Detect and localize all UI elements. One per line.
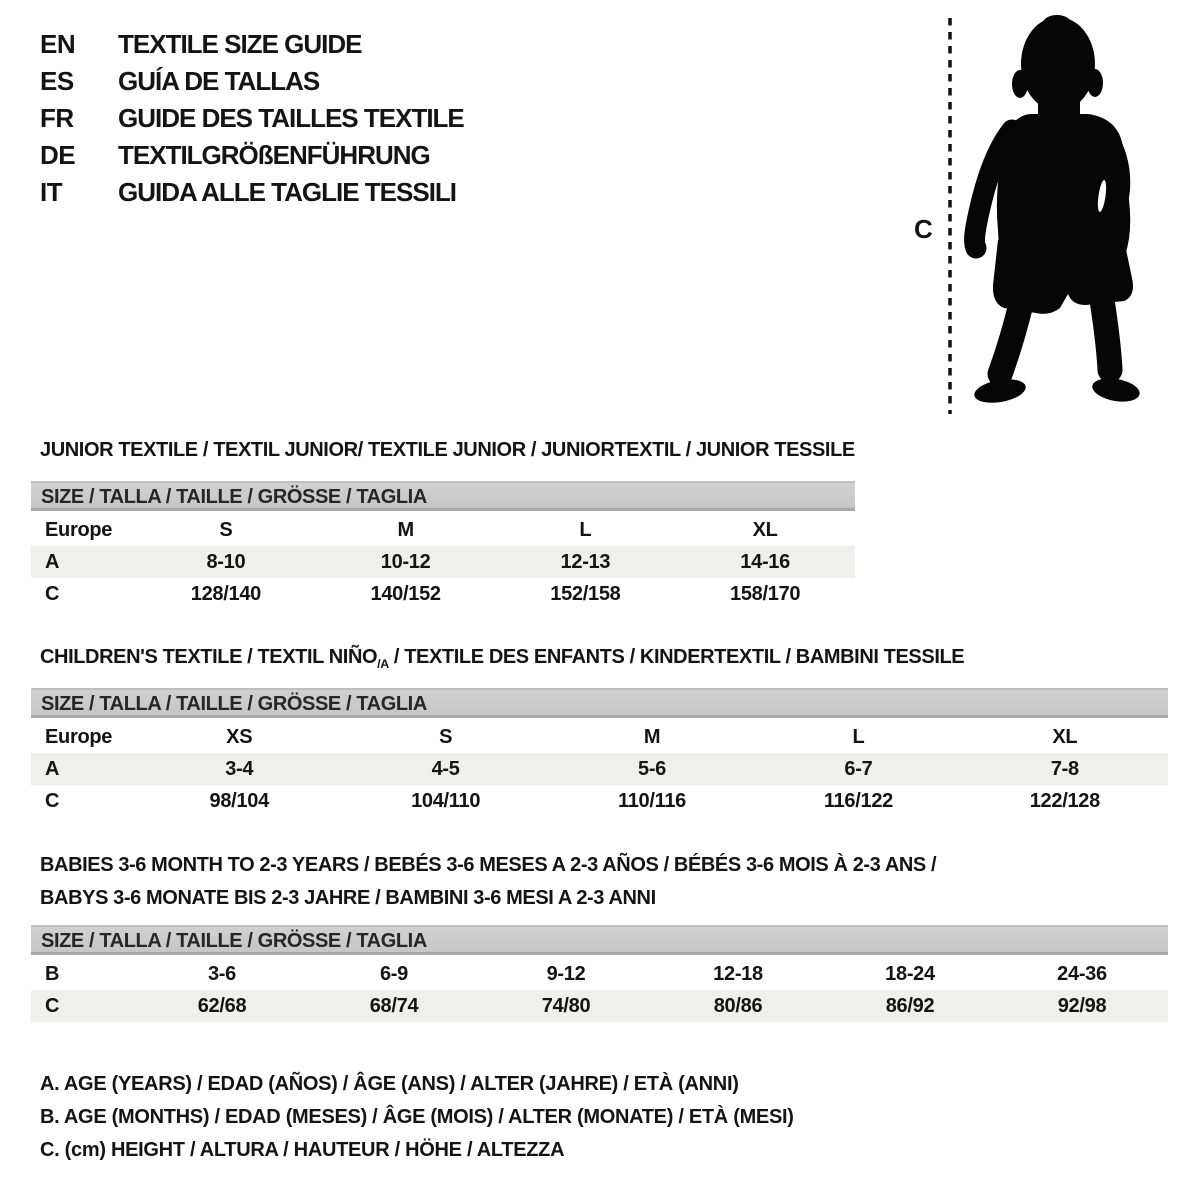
language-row xyxy=(40,137,464,174)
table-cell: 122/128 xyxy=(1029,790,1100,812)
table-cell: 3-6 xyxy=(207,963,236,985)
table-cell: XL xyxy=(752,519,778,541)
language-row xyxy=(40,174,464,211)
table-cell: 116/122 xyxy=(823,790,893,812)
table-cell: 8-10 xyxy=(206,551,246,573)
row-label: C xyxy=(45,790,60,812)
row-label: Europe xyxy=(45,726,113,748)
table-cell: 6-9 xyxy=(379,963,408,985)
row-label: Europe xyxy=(45,519,113,541)
toddler-silhouette-icon xyxy=(972,15,1141,406)
table-cell: 5-6 xyxy=(638,758,667,780)
table-cell: 152/158 xyxy=(550,583,621,605)
table-cell: 110/116 xyxy=(618,790,687,812)
table-cell: 140/152 xyxy=(370,583,441,605)
table-row xyxy=(31,958,1168,990)
table-cell: 4-5 xyxy=(431,758,460,780)
toddler-silhouette-figure xyxy=(908,10,1148,416)
table-cell: 24-36 xyxy=(1057,963,1107,985)
table-cell: S xyxy=(439,726,453,748)
children-size-table xyxy=(31,688,1168,817)
table-cell: 3-4 xyxy=(225,758,254,780)
language-code: ES xyxy=(40,66,74,96)
table-cell: 10-12 xyxy=(380,551,431,573)
measurement-legend xyxy=(40,1068,794,1167)
table-cell: 7-8 xyxy=(1050,758,1079,780)
legend-line-c: C. (cm) HEIGHT / ALTURA / HAUTEUR / HÖHE / ALTEZZA xyxy=(40,1139,565,1161)
table-cell: 80/86 xyxy=(713,995,763,1017)
table-cell: 158/170 xyxy=(730,583,801,605)
table-cell: M xyxy=(397,519,414,541)
language-row xyxy=(40,100,464,137)
language-title: GUIDA ALLE TAGLIE TESSILI xyxy=(118,177,457,207)
table-row xyxy=(31,546,855,578)
table-cell: 98/104 xyxy=(209,790,269,812)
table-row xyxy=(31,721,1168,753)
row-label: A xyxy=(45,758,60,780)
table-cell: 86/92 xyxy=(885,995,935,1017)
size-header-band: SIZE / TALLA / TAILLE / GRÖSSE / TAGLIA xyxy=(31,688,1168,718)
children-title-sub: /A xyxy=(377,657,389,671)
height-marker-label: C xyxy=(914,214,933,244)
table-cell: 62/68 xyxy=(197,995,247,1017)
table-cell: 104/110 xyxy=(411,790,481,812)
children-title-prefix: CHILDREN'S TEXTILE / TEXTIL NIÑO xyxy=(40,646,378,668)
legend-line-a: A. AGE (YEARS) / EDAD (AÑOS) / ÂGE (ANS) / ALTER (JAHRE) / ETÀ (ANNI) xyxy=(40,1073,739,1095)
language-title: TEXTILGRÖßENFÜHRUNG xyxy=(118,140,430,170)
language-title-list xyxy=(40,26,464,211)
table-cell: 74/80 xyxy=(541,995,591,1017)
table-cell: S xyxy=(219,519,233,541)
table-cell: L xyxy=(852,726,865,748)
table-cell: 6-7 xyxy=(844,758,873,780)
table-cell: 18-24 xyxy=(885,963,935,985)
table-cell: 9-12 xyxy=(546,963,586,985)
language-code: EN xyxy=(40,29,76,59)
babies-section-title: BABIES 3-6 MONTH TO 2-3 YEARS / BEBÉS 3-6 MESES A 2-3 AÑOS / BÉBÉS 3-6 MOIS À 2-3 ANS / BABYS 3-6 MONATE BIS 2-3 JAHRE / BAMBINI 3-6 MESI A 2-3 ANNI xyxy=(40,854,937,909)
table-cell: 12-18 xyxy=(713,963,763,985)
table-row xyxy=(31,990,1168,1022)
language-code: DE xyxy=(40,140,76,170)
language-title: GUIDE DES TAILLES TEXTILE xyxy=(118,103,464,133)
table-cell: 92/98 xyxy=(1057,995,1107,1017)
language-title: TEXTILE SIZE GUIDE xyxy=(118,29,362,59)
table-row xyxy=(31,753,1168,785)
table-row xyxy=(31,578,855,610)
language-code: IT xyxy=(40,177,63,207)
table-row xyxy=(31,514,855,546)
size-header-band: SIZE / TALLA / TAILLE / GRÖSSE / TAGLIA xyxy=(31,481,855,511)
row-label: C xyxy=(45,995,60,1017)
language-title: GUÍA DE TALLAS xyxy=(118,66,320,96)
babies-size-table xyxy=(31,925,1168,1022)
size-header-band: SIZE / TALLA / TAILLE / GRÖSSE / TAGLIA xyxy=(31,925,1168,955)
language-code: FR xyxy=(40,103,74,133)
row-label: C xyxy=(45,583,60,605)
table-cell: 68/74 xyxy=(369,995,419,1017)
table-cell: XL xyxy=(1052,726,1078,748)
table-cell: M xyxy=(643,726,661,748)
language-row xyxy=(40,26,464,63)
table-cell: XS xyxy=(226,726,253,748)
table-cell: 14-16 xyxy=(740,551,790,573)
children-title-suffix: / TEXTILE DES ENFANTS / KINDERTEXTIL / BAMBINI TESSILE xyxy=(388,646,965,668)
language-row xyxy=(40,63,464,100)
junior-section-title: JUNIOR TEXTILE / TEXTIL JUNIOR/ TEXTILE JUNIOR / JUNIORTEXTIL / JUNIOR TESSILE xyxy=(40,439,855,461)
table-cell: L xyxy=(579,519,592,541)
legend-line-b: B. AGE (MONTHS) / EDAD (MESES) / ÂGE (MOIS) / ALTER (MONATE) / ETÀ (MESI) xyxy=(40,1106,794,1128)
row-label: B xyxy=(45,963,60,985)
children-section-title xyxy=(40,641,964,681)
table-row xyxy=(31,785,1168,817)
table-cell: 12-13 xyxy=(560,551,611,573)
row-label: A xyxy=(45,551,60,573)
table-cell: 128/140 xyxy=(190,583,261,605)
junior-size-table xyxy=(31,481,855,610)
